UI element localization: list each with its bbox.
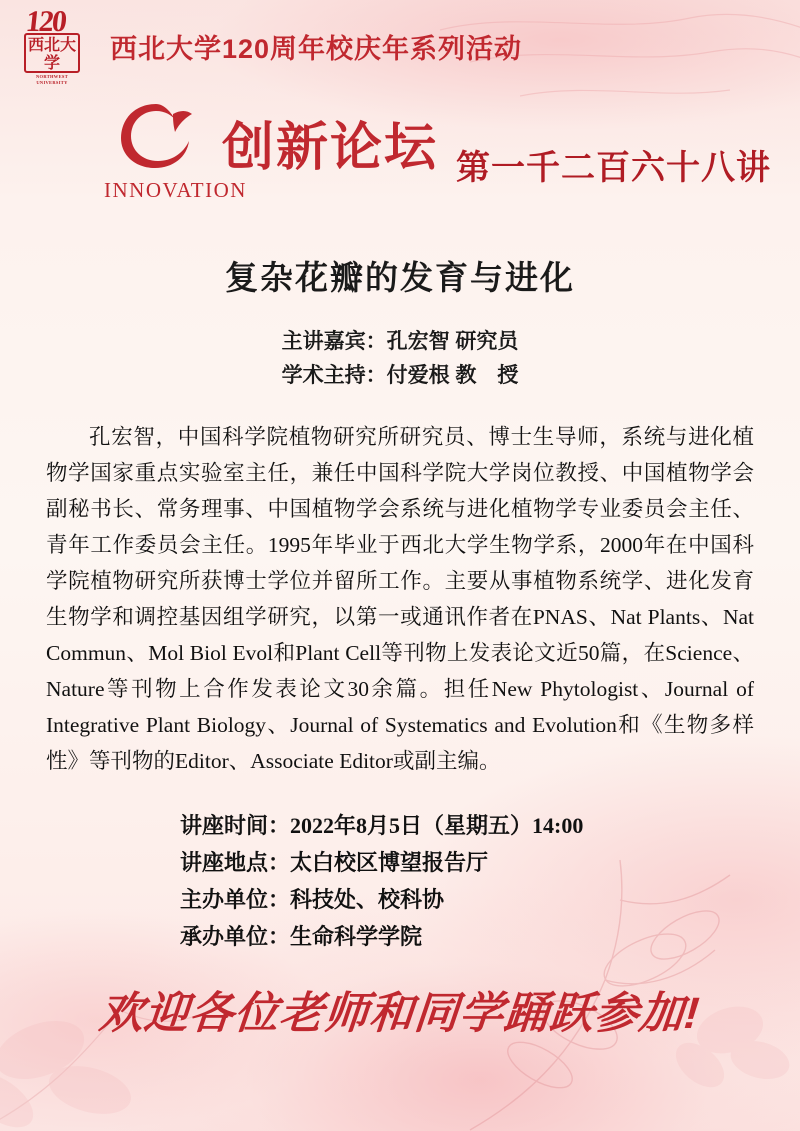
event-info (180, 807, 800, 955)
event-undertaker: 承办单位：生命科学学院 (180, 924, 423, 949)
innovation-mark (104, 98, 247, 203)
event-place: 讲座地点：太白校区博望报告厅 (180, 850, 489, 875)
speaker-biography: 孔宏智，中国科学院植物研究所研究员、博士生导师，系统与进化植物学国家重点实验室主任，兼任中国科学院大学岗位教授、中国植物学会副秘书长、常务理事、中国植物学会系统与进化植物学专业委员会主任、青年工作委员会主任。1995年毕业于西北大学生物学系，2000年在中国科学院植物研究所获博士学位并留所工作。主要从事植物系统学、进化发育生物学和调控基因组学研究，以第一或通讯作者在PNAS、Nat Plants、Nat Commun、Mol Biol Evol和Plant Cell等刊物上发表论文近50篇，在Science、Nature等刊物上合作发表论文30余篇。担任New Phytologist、Journal of Integrative Plant Biology、Journal of Systematics and Evolution和《生物多样性》等刊物的Editor、Associate Editor或副主编。 (46, 425, 754, 773)
seal-english-name: NORTHWEST UNIVERSITY (35, 74, 69, 85)
university-seal-icon (24, 33, 80, 85)
anniversary-logo-number: 120 (24, 5, 67, 38)
forum-session-number: 第一千二百六十八讲 (456, 149, 772, 187)
seal-chinese-name: 西北大学 (27, 37, 76, 72)
lecture-people (0, 325, 800, 393)
host-line: 学术主持：付爱根 教 授 (281, 364, 519, 387)
forum-title: 创新论坛 (222, 119, 439, 177)
event-organizer: 主办单位：科技处、校科协 (180, 887, 445, 912)
anniversary-logo (18, 5, 96, 85)
lecture-title: 复杂花瓣的发育与进化 (225, 259, 575, 296)
forum-header (0, 96, 800, 216)
event-time: 讲座时间：2022年8月5日（星期五）14:00 (180, 813, 584, 838)
innovation-swirl-icon (113, 98, 199, 174)
banner-title: 西北大学120周年校庆年系列活动 (110, 33, 523, 64)
footer-slogan: 欢迎各位老师和同学踊跃参加! (97, 989, 703, 1038)
header (0, 0, 800, 92)
speaker-line: 主讲嘉宾：孔宏智 研究员 (281, 330, 519, 353)
innovation-label: INNOVATION (104, 178, 247, 202)
